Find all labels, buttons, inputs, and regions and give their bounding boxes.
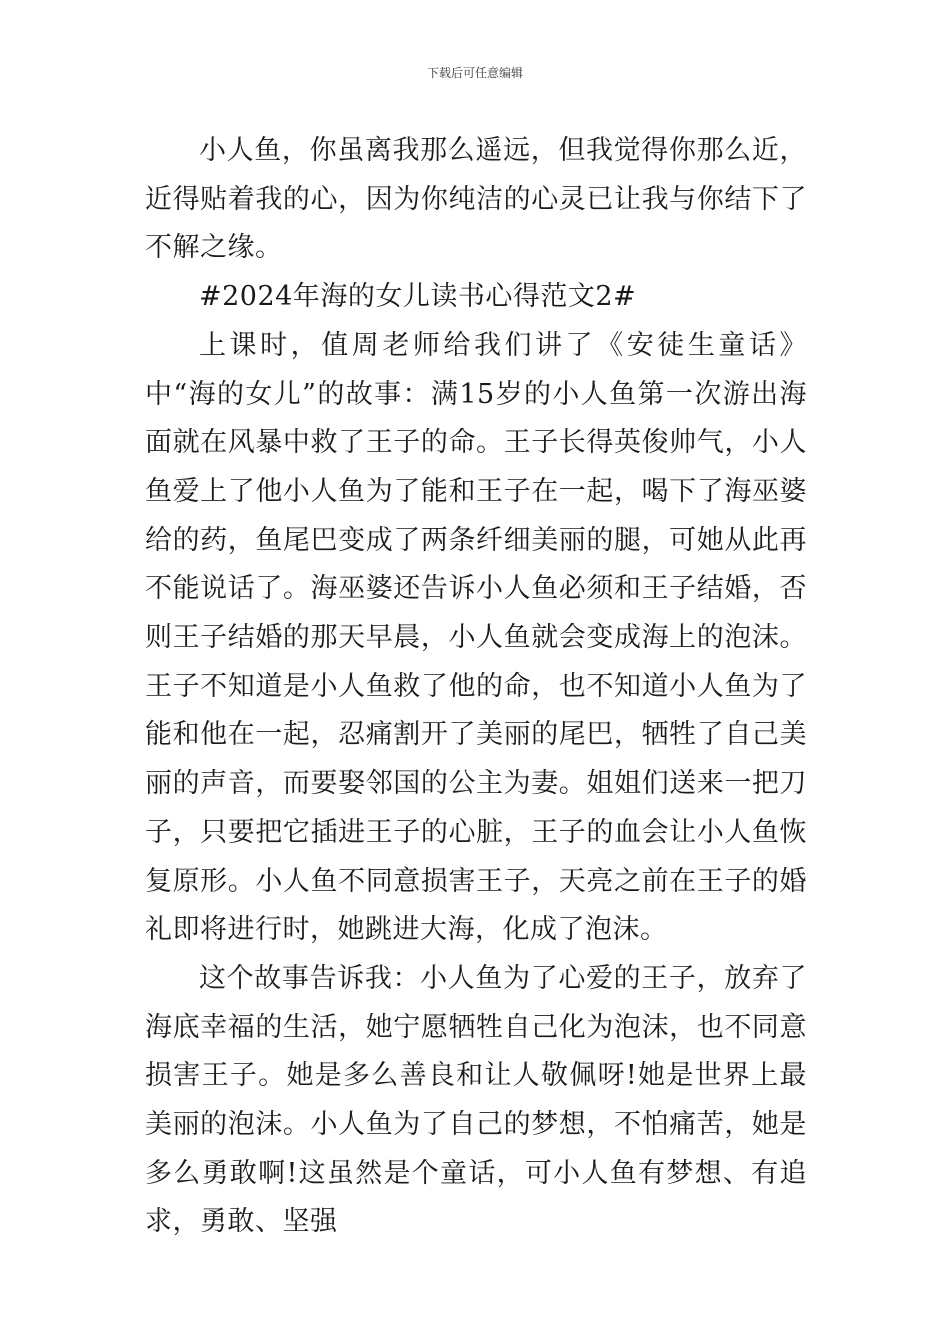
paragraph-intro-closing: 小人鱼，你虽离我那么遥远，但我觉得你那么近，近得贴着我的心，因为你纯洁的心灵已让我与你结下了不解之缘。 xyxy=(145,135,807,264)
paragraph-story-summary: 上课时，值周老师给我们讲了《安徒生童话》中“海的女儿”的故事：满15岁的小人鱼第一次游出海面就在风暴中救了王子的命。王子长得英俊帅气，小人鱼爱上了他小人鱼为了能和王子在一起，喝下了海巫婆给的药，鱼尾巴变成了两条纤细美丽的腿，可她从此再不能说话了。海巫婆还告诉小人鱼必须和王子结婚，否则王子结婚的那天早晨，小人鱼就会变成海上的泡沫。王子不知道是小人鱼救了他的命，也不知道小人鱼为了能和他在一起，忍痛割开了美丽的尾巴，牺牲了自己美丽的声音，而要娶邻国的公主为妻。姐姐们送来一把刀子，只要把它插进王子的心脏，王子的血会让小人鱼恢复原形。小人鱼不同意损害王子，天亮之前在王子的婚礼即将进行时，她跳进大海，化成了泡沫。 xyxy=(145,329,807,946)
section-heading: #2024年海的女儿读书心得范文2# xyxy=(199,281,637,313)
page-header: 下载后可任意编辑 xyxy=(426,66,523,80)
paragraph-reflection: 这个故事告诉我：小人鱼为了心爱的王子，放弃了海底幸福的生活，她宁愿牺牲自己化为泡沫，也不同意损害王子。她是多么善良和让人敬佩呀!她是世界上最美丽的泡沫。小人鱼为了自己的梦想，不怕痛苦，她是多么勇敢啊!这虽然是个童话，可小人鱼有梦想、有追求，勇敢、坚强 xyxy=(145,962,807,1238)
document-body xyxy=(145,127,807,1247)
